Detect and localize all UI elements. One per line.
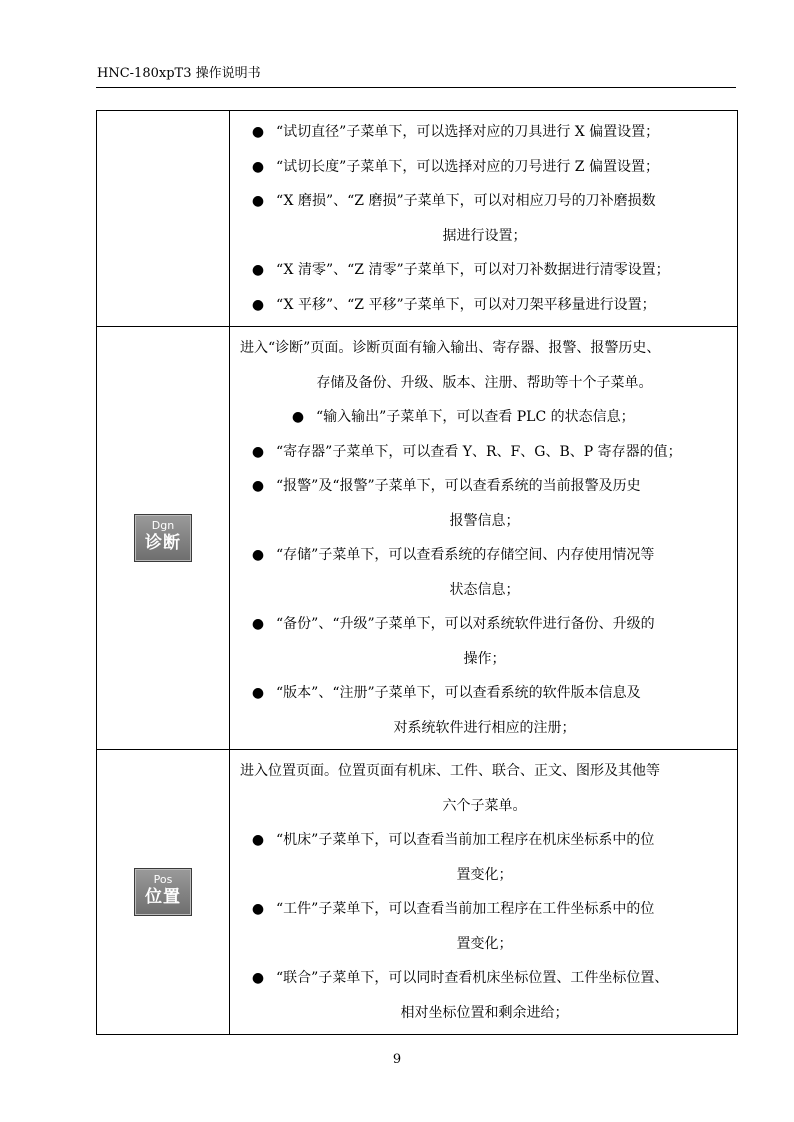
bullet-icon: ●	[251, 296, 265, 313]
bullet-icon: ●	[251, 616, 265, 632]
list-item: ● “X 平移”、“Z 平移”子菜单下，可以对刀架平移量进行设置；	[240, 288, 729, 323]
position-key-icon	[134, 868, 192, 916]
list-item: ● “版本”、“注册”子菜单下，可以查看系统的软件版本信息及	[240, 676, 729, 711]
list-item-continuation: 操作；	[463, 650, 506, 667]
bullet-icon: ●	[251, 685, 265, 701]
list-item: ● “报警”及“报警”子菜单下，可以查看系统的当前报警及历史	[240, 469, 729, 504]
list-item: ● “输入输出”子菜单下，可以查看 PLC 的状态信息；	[240, 400, 729, 435]
list-item-continuation: 报警信息；	[449, 512, 520, 529]
icon-cell	[97, 750, 230, 1035]
icon-cell	[97, 327, 230, 750]
bullet-icon: ●	[251, 158, 265, 175]
bullet-icon: ●	[251, 901, 265, 917]
description-cell	[230, 750, 738, 1035]
list-item-continuation: 置变化；	[456, 935, 513, 952]
bullet-icon: ●	[251, 124, 265, 140]
list-item: ● “机床”子菜单下，可以查看当前加工程序在机床坐标系中的位	[240, 823, 729, 858]
list-item: ● “试切长度”子菜单下，可以选择对应的刀号进行 Z 偏置设置；	[240, 150, 729, 185]
table-row	[97, 111, 738, 327]
list-item: ● “X 清零”、“Z 清零”子菜单下，可以对刀补数据进行清零设置；	[240, 253, 729, 288]
list-item-continuation: 对系统软件进行相应的注册；	[393, 719, 576, 736]
bullet-icon: ●	[251, 478, 265, 494]
list-item-continuation: 据进行设置；	[442, 227, 527, 244]
bullet-icon: ●	[251, 193, 265, 209]
list-item: ● “备份”、“升级”子菜单下，可以对系统软件进行备份、升级的	[240, 607, 729, 642]
table-row	[97, 750, 738, 1035]
list-item-continuation: 置变化；	[456, 866, 513, 883]
bullet-icon: ●	[291, 409, 305, 425]
function-key-table	[96, 110, 738, 1035]
bullet-icon: ●	[251, 443, 265, 460]
header-rule	[96, 87, 736, 88]
bullet-icon: ●	[251, 832, 265, 848]
bullet-icon: ●	[251, 970, 265, 986]
page-number: 9	[392, 1052, 402, 1067]
bullet-icon: ●	[251, 547, 265, 563]
description-cell	[230, 111, 738, 327]
key-label-zh: 位置	[145, 887, 181, 907]
list-item: ● “X 磨损”、“Z 磨损”子菜单下，可以对相应刀号的刀补磨损数	[240, 184, 729, 219]
section-intro-continuation: 六个子菜单。	[442, 797, 527, 814]
icon-cell-empty	[97, 111, 230, 327]
key-label-zh: 诊断	[145, 533, 181, 553]
list-item: ● “试切直径”子菜单下，可以选择对应的刀具进行 X 偏置设置；	[240, 115, 729, 150]
list-item: ● “寄存器”子菜单下，可以查看 Y、R、F、G、B、P 寄存器的值；	[240, 435, 729, 470]
section-intro: 进入位置页面。位置页面有机床、工件、联合、正文、图形及其他等	[240, 763, 660, 779]
key-label-en: Dgn	[151, 519, 175, 532]
list-item: ● “联合”子菜单下，可以同时查看机床坐标位置、工件坐标位置、	[240, 961, 729, 996]
list-item-continuation: 相对坐标位置和剩余进给；	[400, 1004, 569, 1021]
list-item: ● “工件”子菜单下，可以查看当前加工程序在工件坐标系中的位	[240, 892, 729, 927]
key-label-en: Pos	[153, 873, 173, 886]
section-intro: 进入“诊断”页面。诊断页面有输入输出、寄存器、报警、报警历史、	[240, 340, 661, 356]
diagnosis-key-icon	[134, 514, 192, 562]
table-row	[97, 327, 738, 750]
description-cell	[230, 327, 738, 750]
list-item: ● “存储”子菜单下，可以查看系统的存储空间、内存使用情况等	[240, 538, 729, 573]
document-header: HNC-180xpT3 操作说明书	[97, 66, 261, 81]
list-item-continuation: 状态信息；	[449, 581, 520, 598]
section-intro-continuation: 存储及备份、升级、版本、注册、帮助等十个子菜单。	[316, 374, 653, 391]
bullet-icon: ●	[251, 262, 265, 278]
